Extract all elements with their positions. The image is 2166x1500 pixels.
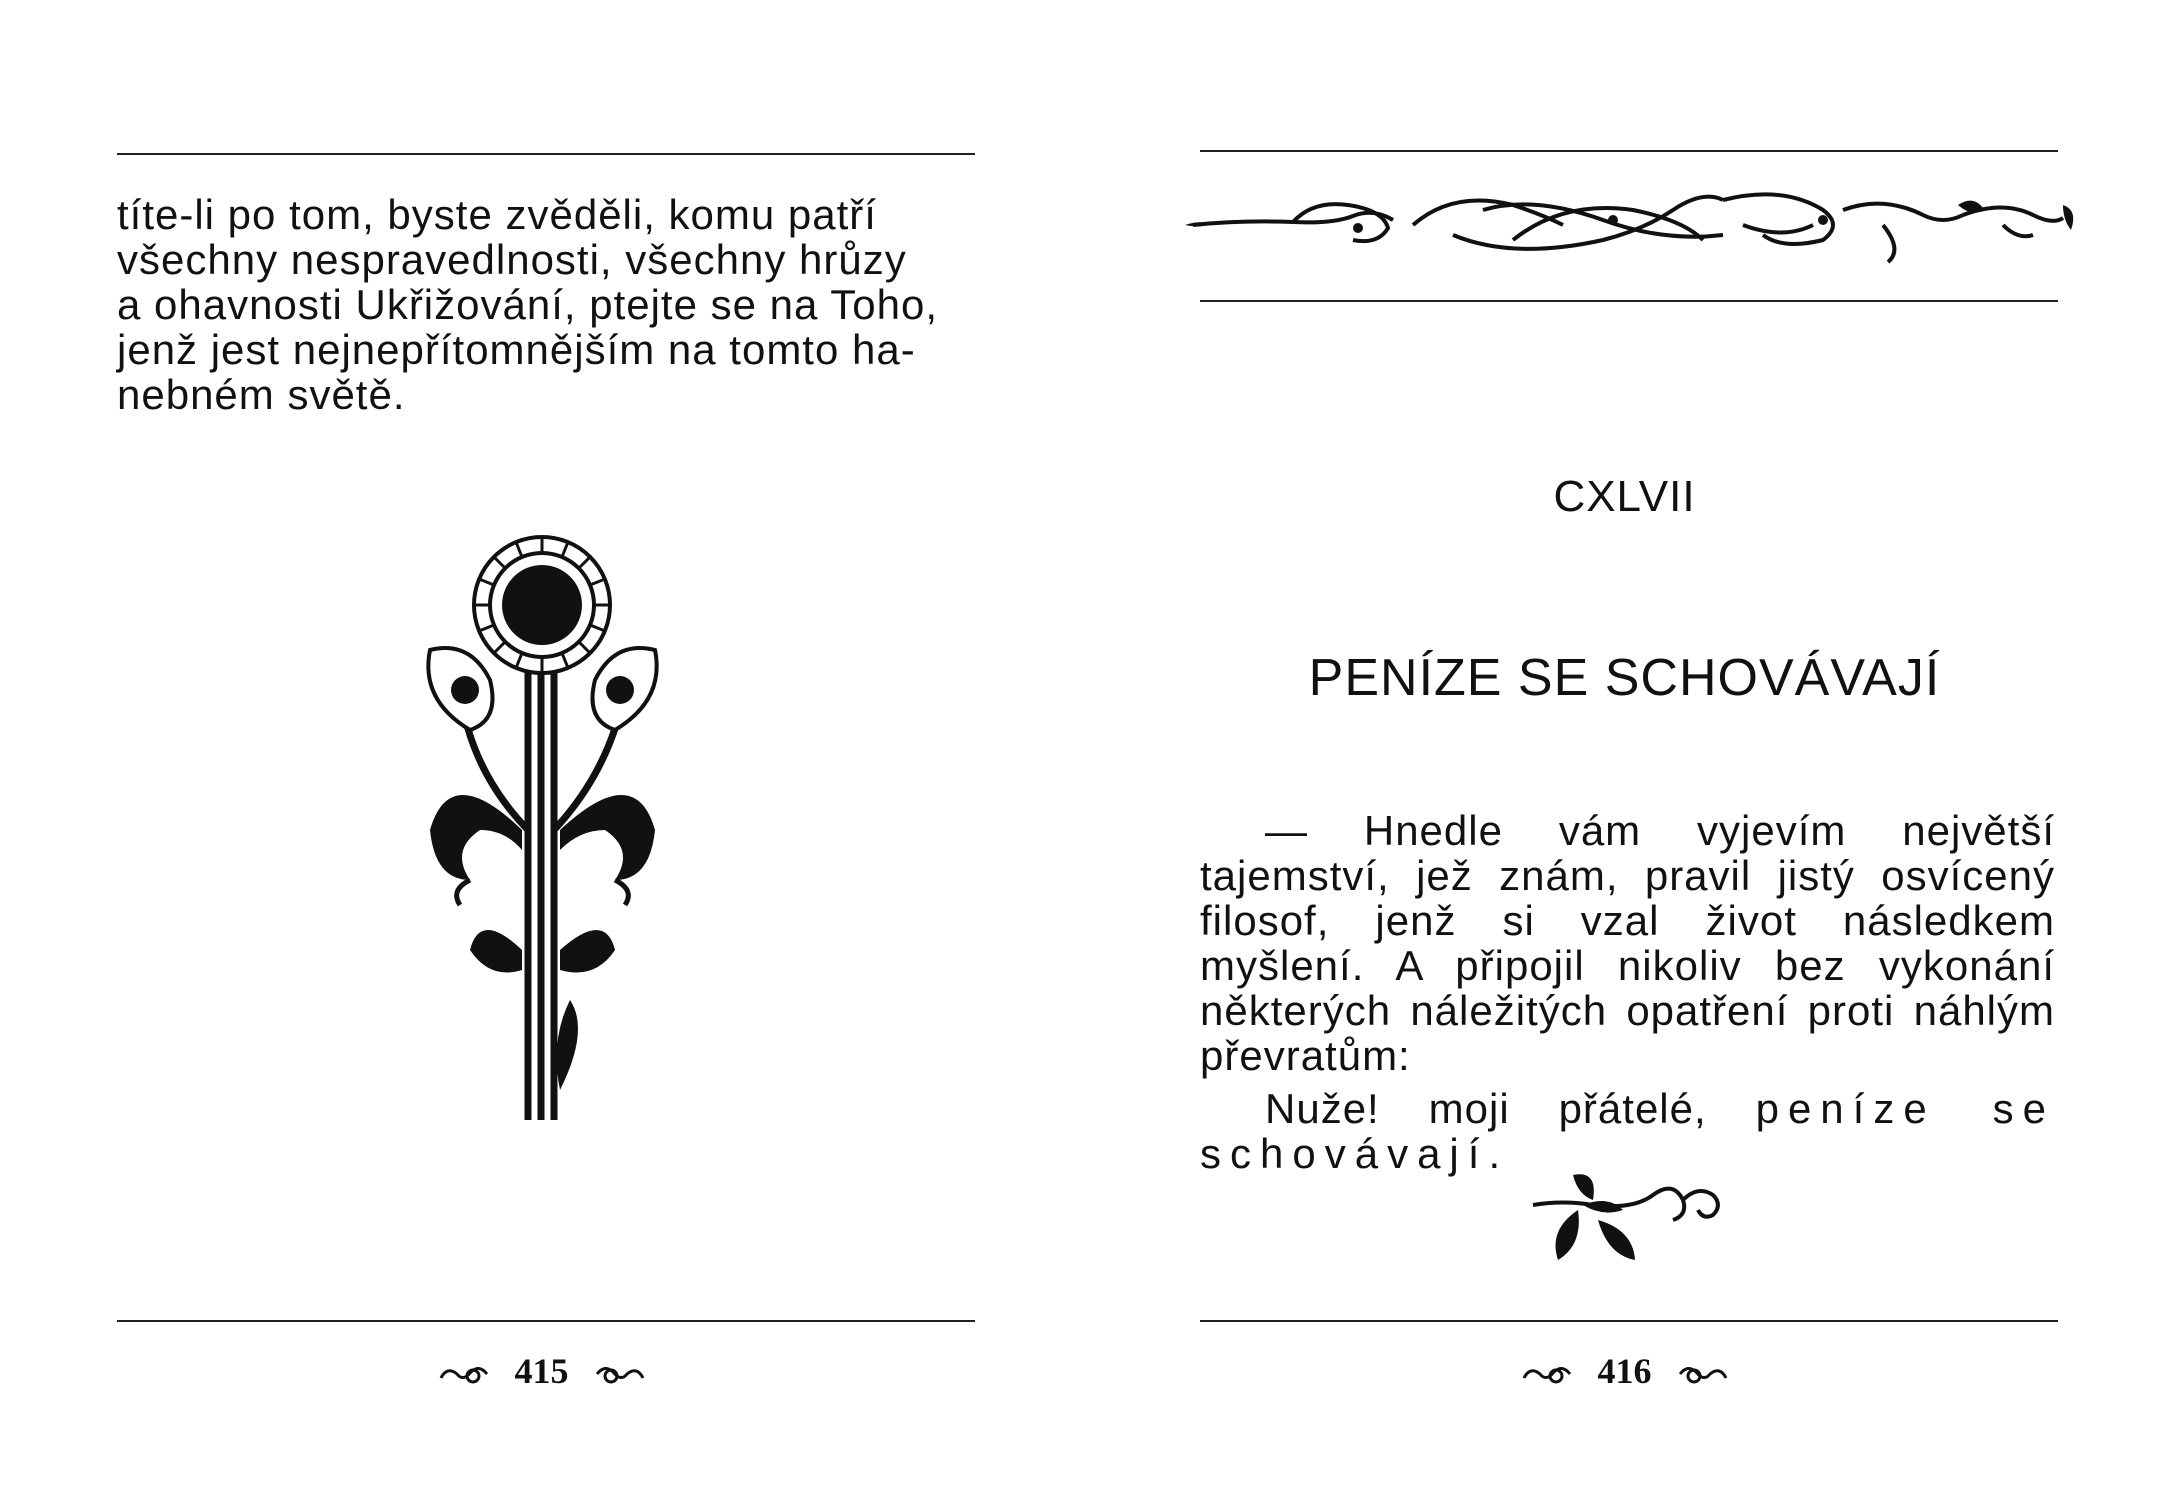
- chapter-title: PENÍZE SE SCHOVÁVAJÍ: [1308, 649, 1941, 707]
- paragraph-text: Nuže! moji přátelé,: [1265, 1085, 1756, 1132]
- vine-scroll-ornament: [1183, 180, 2083, 270]
- text-line: jenž jest nejnepřítomnějším na tomto ha-: [117, 326, 916, 373]
- right-page-text: [1200, 808, 2055, 1176]
- top-rule: [117, 153, 975, 155]
- sunflower-illustration: [410, 530, 680, 1130]
- page-number: 415: [514, 1351, 569, 1391]
- top-rule: [1200, 150, 2058, 152]
- bottom-rule: [117, 1320, 975, 1322]
- right-page: [1083, 0, 2166, 1500]
- spaced-emphasis: peníze se schovávají: [1200, 1085, 2055, 1177]
- bottom-rule: [1200, 1320, 2058, 1322]
- text-line: nebném světě.: [117, 371, 406, 418]
- page-footer: [1083, 1350, 2166, 1392]
- paragraph-end: .: [1488, 1130, 1502, 1177]
- page-footer: [0, 1350, 1083, 1392]
- page-number: 416: [1597, 1351, 1652, 1391]
- leaf-vignette: [1523, 1165, 1733, 1265]
- footer-scroll-left-icon: [437, 1362, 492, 1388]
- footer-scroll-right-icon: [1675, 1362, 1730, 1388]
- footer-scroll-left-icon: [1520, 1362, 1575, 1388]
- chapter-number: CXLVII: [1553, 472, 1696, 521]
- paragraph: — Hnedle vám vyjevím největší tajemství, jež znám, pravil jistý osvícený filosof, jenž si vzal život následkem myšlení. A připojil nikoliv bez vykonání některých náležitých opatření proti náhlým převratům:: [1200, 807, 2055, 1079]
- paragraph: [1200, 1086, 2055, 1176]
- footer-scroll-right-icon: [592, 1362, 647, 1388]
- header-rule: [1200, 300, 2058, 302]
- left-page-text: [117, 192, 972, 417]
- text-line: všechny nespravedlnosti, všechny hrůzy: [117, 236, 907, 283]
- text-line: a ohavnosti Ukřižování, ptejte se na Toho,: [117, 281, 939, 328]
- text-line: títe-li po tom, byste zvěděli, komu patří: [117, 191, 877, 238]
